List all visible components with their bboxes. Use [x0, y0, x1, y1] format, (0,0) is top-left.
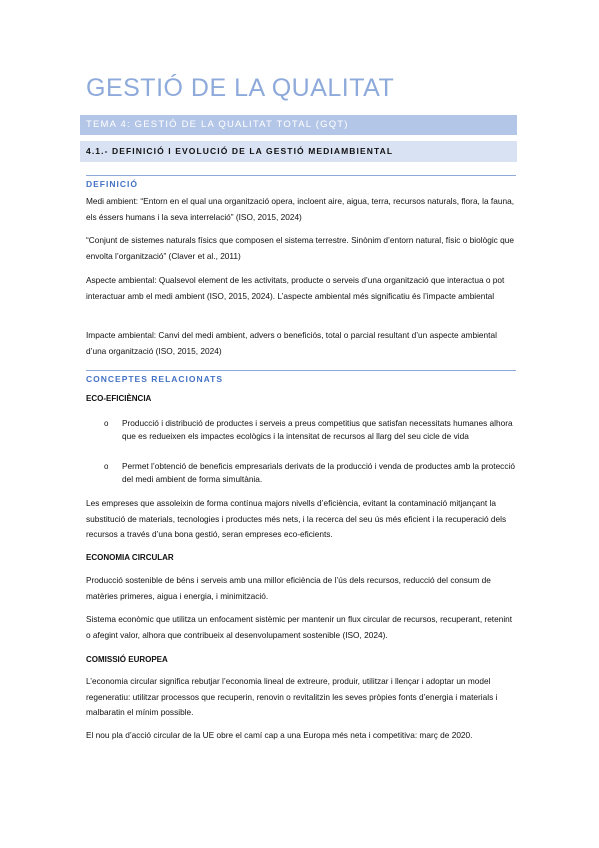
- section-banner: 4.1.- DEFINICIÓ I EVOLUCIÓ DE LA GESTIÓ MEDIAMBIENTAL: [80, 141, 517, 162]
- subheading-economia-circular: ECONOMIA CIRCULAR: [86, 553, 174, 562]
- bullet-marker: o: [104, 462, 109, 471]
- bullet-item: Permet l’obtenció de beneficis empresarials derivats de la producció i venda de productes amb la protecció del medi ambient de forma simultània.: [122, 461, 515, 484]
- section-divider: [86, 370, 516, 371]
- subheading-comissio-europea: COMISSIÓ EUROPEA: [86, 655, 168, 664]
- paragraph-conjunt-sistemes: “Conjunt de sistemes naturals físics que composen el sistema terrestre. Sinònim d’entorn natural, físic o biològic que envolta l’organització” (Claver et al., 2011): [86, 235, 514, 261]
- paragraph-aspecte-ambiental: Aspecte ambiental: Qualsevol element de les activitats, producte o serveis d’una organització que interactua o pot interactuar amb el medi ambient (ISO, 2015, 2024). L’aspecte ambiental més significatiu és l’impacte ambiental: [86, 275, 505, 301]
- paragraph-impacte-ambiental: Impacte ambiental: Canvi del medi ambient, advers o beneficiós, total o parcial resultant d’un aspecte ambiental d’una organització (ISO, 2015, 2024): [86, 330, 497, 356]
- paragraph-produccio-sostenible: Producció sostenible de béns i serveis amb una millor eficiència de l’ús dels recursos, reducció del consum de matèries primeres, aigua i energia, i minimització.: [86, 575, 491, 601]
- bullet-marker: o: [104, 419, 109, 428]
- paragraph-sistema-economic: Sistema econòmic que utilitza un enfocament sistèmic per mantenir un flux circular de recursos, recuperant, retenint o afegint valor, alhora que contribueix al desenvolupament sostenible (ISO, 2024).: [86, 614, 513, 640]
- section-heading-conceptes: CONCEPTES RELACIONATS: [86, 374, 224, 384]
- document-title: GESTIÓ DE LA QUALITAT: [86, 74, 395, 102]
- paragraph-pla-accio: El nou pla d’acció circular de la UE obre el camí cap a una Europa més neta i competitiva: març de 2020.: [86, 730, 473, 740]
- topic-banner: TEMA 4: GESTIÓ DE LA QUALITAT TOTAL (GQT): [80, 115, 517, 135]
- paragraph-economia-circular: L’economia circular significa rebutjar l’economia lineal de extreure, produir, utilitzar i llençar i adoptar un model regeneratiu: utilitzar processos que recuperin, renovin o revitalitzin les seves pròpies fonts d’energia i materials i malbaratin el mínim possible.: [86, 676, 498, 717]
- section-divider: [86, 175, 516, 176]
- section-heading-definicio: DEFINICIÓ: [86, 179, 138, 189]
- paragraph-medi-ambient: Medi ambient: “Entorn en el qual una organització opera, incloent aire, aigua, terra, recursos naturals, flora, la fauna, els éssers humans i la seva interrelació” (ISO, 2015, 2024): [86, 196, 514, 222]
- bullet-item: Producció i distribució de productes i serveis a preus competitius que satisfan necessitats humanes alhora que es redueixen els impactes ecològics i la intensitat de recursos al llarg del seu cicle de vida: [122, 418, 513, 441]
- paragraph-eco-eficients: Les empreses que assoleixin de forma contínua majors nivells d’eficiència, evitant la contaminació mitjançant la substitució de materials, tecnologies i productes més nets, i la recerca del seu ús més eficient i la recuperació dels recursos a través d’una bona gestió, seran empreses eco-eficients.: [86, 498, 507, 539]
- subheading-eco-eficiencia: ECO-EFICIÈNCIA: [86, 394, 152, 403]
